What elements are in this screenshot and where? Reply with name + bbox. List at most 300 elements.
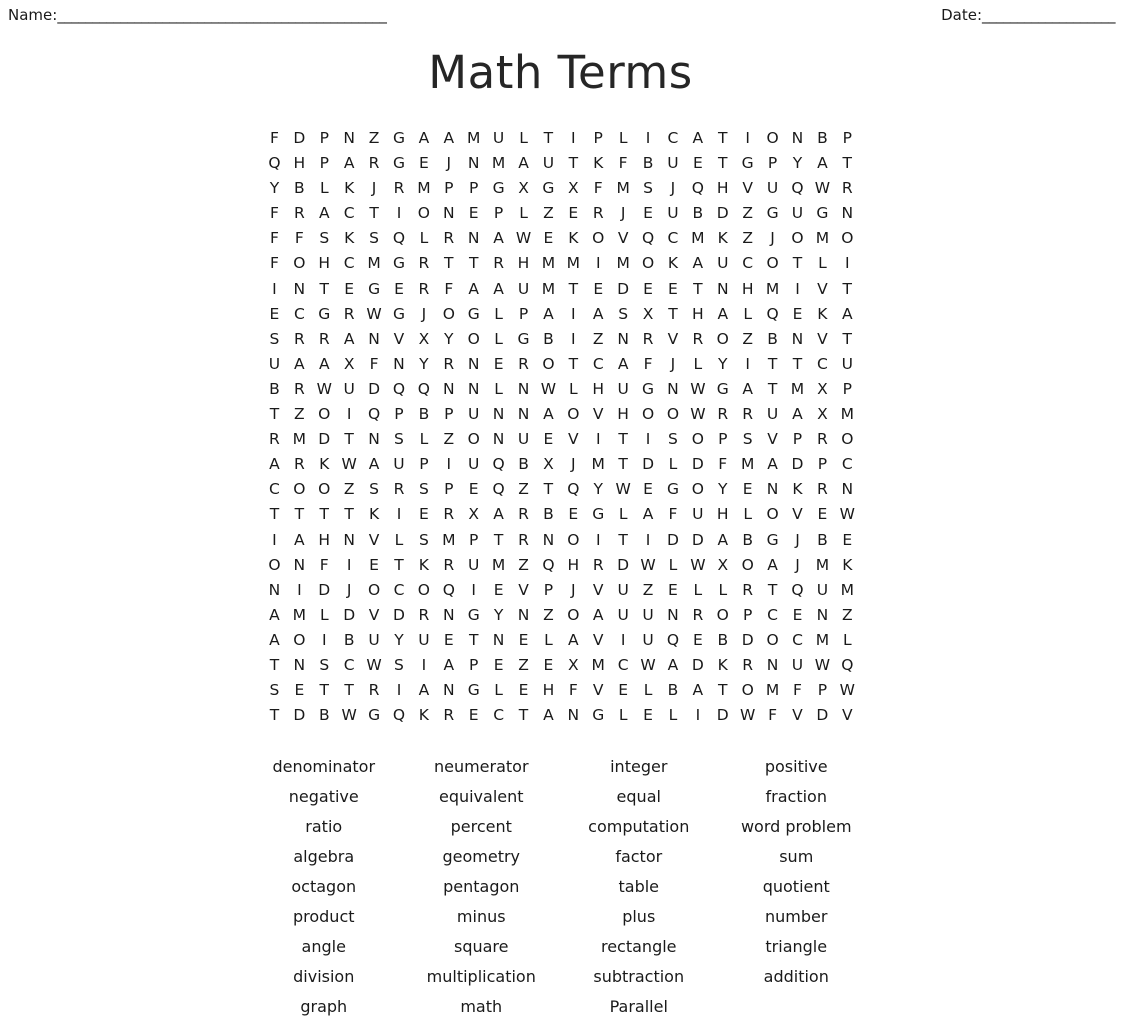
grid-cell[interactable]: A bbox=[443, 655, 455, 674]
grid-cell[interactable]: U bbox=[667, 204, 679, 223]
grid-cell[interactable]: M bbox=[541, 279, 556, 298]
grid-cell[interactable]: R bbox=[518, 530, 529, 549]
grid-cell[interactable]: E bbox=[643, 279, 653, 298]
grid-cell[interactable]: L bbox=[743, 505, 752, 524]
grid-cell[interactable]: G bbox=[392, 304, 405, 323]
grid-cell[interactable]: T bbox=[493, 530, 504, 549]
grid-cell[interactable]: B bbox=[642, 154, 654, 173]
grid-cell[interactable]: N bbox=[841, 480, 854, 499]
word-list-item[interactable]: math bbox=[460, 997, 503, 1016]
grid-cell[interactable]: S bbox=[269, 681, 280, 700]
grid-cell[interactable]: R bbox=[443, 706, 455, 725]
grid-cell[interactable]: Q bbox=[666, 630, 680, 649]
grid-cell[interactable]: M bbox=[442, 530, 456, 549]
grid-cell[interactable]: D bbox=[691, 530, 704, 549]
grid-cell[interactable]: O bbox=[592, 229, 605, 248]
grid-cell[interactable]: I bbox=[346, 405, 352, 424]
grid-cell[interactable]: I bbox=[595, 530, 601, 549]
grid-cell[interactable]: M bbox=[765, 681, 780, 700]
word-list-item[interactable]: word problem bbox=[740, 817, 852, 836]
grid-cell[interactable]: B bbox=[543, 505, 554, 524]
grid-cell[interactable]: P bbox=[842, 129, 852, 147]
grid-cell[interactable]: G bbox=[368, 706, 381, 725]
grid-cell[interactable]: B bbox=[717, 630, 729, 649]
grid-cell[interactable]: E bbox=[493, 580, 504, 599]
grid-cell[interactable]: R bbox=[293, 455, 305, 474]
grid-cell[interactable]: L bbox=[494, 304, 503, 323]
grid-cell[interactable]: G bbox=[492, 179, 505, 198]
grid-cell[interactable]: L bbox=[419, 229, 429, 248]
grid-cell[interactable]: P bbox=[792, 430, 803, 449]
grid-cell[interactable]: N bbox=[716, 279, 729, 298]
grid-cell[interactable]: H bbox=[716, 505, 729, 524]
grid-cell[interactable]: L bbox=[618, 706, 628, 725]
grid-cell[interactable]: G bbox=[716, 379, 729, 398]
grid-cell[interactable]: V bbox=[667, 329, 679, 348]
grid-cell[interactable]: V bbox=[368, 530, 380, 549]
grid-cell[interactable]: T bbox=[269, 405, 280, 424]
grid-cell[interactable]: P bbox=[444, 405, 454, 424]
grid-cell[interactable]: R bbox=[443, 505, 455, 524]
grid-cell[interactable]: I bbox=[272, 279, 277, 298]
grid-cell[interactable]: O bbox=[417, 580, 430, 599]
grid-cell[interactable]: R bbox=[692, 329, 704, 348]
grid-cell[interactable]: Q bbox=[766, 304, 779, 323]
grid-cell[interactable]: T bbox=[568, 279, 579, 298]
grid-cell[interactable]: A bbox=[493, 505, 504, 524]
grid-cell[interactable]: M bbox=[367, 254, 381, 273]
grid-cell[interactable]: R bbox=[368, 681, 380, 700]
grid-cell[interactable]: X bbox=[518, 179, 529, 198]
grid-cell[interactable]: U bbox=[791, 655, 804, 674]
grid-cell[interactable]: L bbox=[842, 630, 852, 649]
grid-cell[interactable]: Q bbox=[791, 580, 804, 599]
grid-cell[interactable]: E bbox=[468, 480, 479, 499]
grid-cell[interactable]: D bbox=[368, 379, 381, 398]
word-list-item[interactable]: algebra bbox=[293, 847, 355, 866]
grid-cell[interactable]: E bbox=[418, 505, 429, 524]
grid-cell[interactable]: U bbox=[791, 204, 804, 223]
grid-cell[interactable]: B bbox=[543, 329, 554, 348]
grid-cell[interactable]: I bbox=[595, 430, 601, 449]
grid-cell[interactable]: Z bbox=[518, 655, 529, 674]
grid-cell[interactable]: O bbox=[567, 405, 580, 424]
grid-cell[interactable]: N bbox=[293, 655, 306, 674]
grid-cell[interactable]: P bbox=[767, 154, 778, 173]
grid-cell[interactable]: D bbox=[642, 455, 654, 474]
grid-cell[interactable]: F bbox=[643, 354, 653, 373]
grid-cell[interactable]: E bbox=[668, 580, 678, 599]
grid-cell[interactable]: S bbox=[369, 229, 379, 248]
grid-cell[interactable]: A bbox=[418, 681, 430, 700]
grid-cell[interactable]: R bbox=[493, 254, 504, 273]
grid-cell[interactable]: W bbox=[839, 681, 855, 700]
grid-cell[interactable]: U bbox=[766, 405, 779, 424]
grid-cell[interactable]: X bbox=[568, 179, 579, 198]
grid-cell[interactable]: G bbox=[766, 204, 779, 223]
grid-cell[interactable]: W bbox=[814, 179, 831, 198]
grid-cell[interactable]: O bbox=[766, 630, 779, 649]
grid-cell[interactable]: E bbox=[543, 655, 554, 674]
grid-cell[interactable]: R bbox=[443, 555, 455, 574]
grid-cell[interactable]: R bbox=[642, 329, 654, 348]
grid-cell[interactable]: W bbox=[640, 655, 656, 674]
grid-cell[interactable]: N bbox=[343, 129, 355, 147]
grid-cell[interactable]: C bbox=[592, 354, 604, 373]
grid-cell[interactable]: T bbox=[444, 254, 454, 273]
grid-cell[interactable]: P bbox=[319, 154, 329, 173]
grid-cell[interactable]: Z bbox=[742, 204, 753, 223]
grid-cell[interactable]: G bbox=[392, 154, 405, 173]
grid-cell[interactable]: D bbox=[393, 605, 405, 624]
grid-cell[interactable]: X bbox=[568, 655, 579, 674]
grid-cell[interactable]: T bbox=[568, 154, 579, 173]
grid-cell[interactable]: K bbox=[792, 480, 803, 499]
grid-cell[interactable]: A bbox=[269, 455, 280, 474]
grid-cell[interactable]: Z bbox=[742, 329, 753, 348]
grid-cell[interactable]: X bbox=[418, 329, 430, 348]
grid-cell[interactable]: U bbox=[717, 254, 729, 273]
grid-cell[interactable]: O bbox=[417, 204, 430, 223]
grid-cell[interactable]: E bbox=[692, 630, 703, 649]
grid-cell[interactable]: T bbox=[718, 129, 728, 147]
grid-cell[interactable]: W bbox=[366, 655, 382, 674]
grid-cell[interactable]: X bbox=[717, 555, 729, 574]
grid-cell[interactable]: T bbox=[693, 279, 703, 298]
grid-cell[interactable]: R bbox=[841, 179, 853, 198]
word-list-item[interactable]: addition bbox=[763, 967, 829, 986]
grid-cell[interactable]: Q bbox=[442, 580, 455, 599]
grid-cell[interactable]: E bbox=[543, 229, 554, 248]
grid-cell[interactable]: N bbox=[467, 379, 480, 398]
grid-cell[interactable]: T bbox=[319, 681, 329, 700]
grid-cell[interactable]: V bbox=[393, 329, 405, 348]
grid-cell[interactable]: W bbox=[341, 706, 357, 725]
grid-cell[interactable]: O bbox=[542, 354, 555, 373]
grid-cell[interactable]: M bbox=[491, 555, 506, 574]
grid-cell[interactable]: L bbox=[494, 329, 503, 348]
grid-cell[interactable]: A bbox=[692, 681, 704, 700]
grid-cell[interactable]: S bbox=[418, 480, 429, 499]
grid-cell[interactable]: X bbox=[642, 304, 654, 323]
word-list-item[interactable]: plus bbox=[622, 907, 656, 926]
grid-cell[interactable]: N bbox=[542, 530, 555, 549]
grid-cell[interactable]: U bbox=[617, 580, 629, 599]
word-search-grid[interactable] bbox=[262, 126, 860, 728]
grid-cell[interactable]: C bbox=[792, 630, 803, 649]
word-list-item[interactable]: division bbox=[293, 967, 355, 986]
grid-cell[interactable]: K bbox=[418, 706, 429, 725]
grid-cell[interactable]: G bbox=[392, 254, 405, 273]
grid-cell[interactable]: A bbox=[368, 455, 380, 474]
grid-cell[interactable]: Y bbox=[394, 630, 404, 649]
grid-cell[interactable]: K bbox=[842, 555, 853, 574]
grid-cell[interactable]: J bbox=[571, 580, 576, 599]
grid-cell[interactable]: U bbox=[617, 379, 629, 398]
grid-cell[interactable]: N bbox=[617, 329, 629, 348]
grid-cell[interactable]: Q bbox=[542, 555, 555, 574]
grid-cell[interactable]: O bbox=[293, 630, 306, 649]
grid-cell[interactable]: I bbox=[571, 329, 576, 348]
grid-cell[interactable]: E bbox=[518, 630, 529, 649]
grid-cell[interactable]: M bbox=[292, 430, 307, 449]
word-list-item[interactable]: minus bbox=[456, 907, 506, 926]
grid-cell[interactable]: I bbox=[571, 304, 576, 323]
grid-cell[interactable]: G bbox=[368, 279, 381, 298]
grid-cell[interactable]: A bbox=[269, 630, 280, 649]
grid-cell[interactable]: V bbox=[817, 279, 828, 298]
grid-cell[interactable]: Q bbox=[367, 405, 381, 424]
grid-cell[interactable]: T bbox=[468, 630, 479, 649]
grid-cell[interactable]: A bbox=[294, 354, 305, 373]
grid-cell[interactable]: C bbox=[617, 655, 629, 674]
grid-cell[interactable]: U bbox=[617, 605, 629, 624]
grid-cell[interactable]: L bbox=[319, 179, 329, 198]
grid-cell[interactable]: N bbox=[667, 605, 679, 624]
grid-cell[interactable]: O bbox=[841, 430, 854, 449]
grid-cell[interactable]: V bbox=[368, 605, 380, 624]
grid-cell[interactable]: P bbox=[444, 480, 454, 499]
word-list-item[interactable]: multiplication bbox=[426, 967, 536, 986]
grid-cell[interactable]: E bbox=[468, 706, 479, 725]
grid-cell[interactable]: A bbox=[543, 304, 554, 323]
grid-cell[interactable]: N bbox=[442, 379, 455, 398]
grid-cell[interactable]: T bbox=[718, 154, 728, 173]
grid-cell[interactable]: M bbox=[616, 254, 630, 273]
grid-cell[interactable]: T bbox=[394, 555, 404, 574]
grid-cell[interactable]: W bbox=[366, 304, 382, 323]
grid-cell[interactable]: D bbox=[816, 706, 829, 725]
grid-cell[interactable]: K bbox=[368, 505, 380, 524]
grid-cell[interactable]: G bbox=[816, 204, 829, 223]
word-list-item[interactable]: graph bbox=[300, 997, 348, 1016]
grid-cell[interactable]: L bbox=[668, 455, 678, 474]
grid-cell[interactable]: O bbox=[318, 480, 331, 499]
word-list-item[interactable]: negative bbox=[288, 787, 359, 806]
grid-cell[interactable]: E bbox=[593, 279, 604, 298]
grid-cell[interactable]: E bbox=[792, 605, 803, 624]
grid-cell[interactable]: M bbox=[417, 179, 431, 198]
grid-cell[interactable]: N bbox=[517, 379, 530, 398]
grid-cell[interactable]: L bbox=[668, 706, 678, 725]
grid-cell[interactable]: S bbox=[742, 430, 753, 449]
grid-cell[interactable]: H bbox=[567, 555, 580, 574]
grid-cell[interactable]: Z bbox=[368, 129, 380, 147]
grid-cell[interactable]: A bbox=[518, 154, 529, 173]
grid-cell[interactable]: R bbox=[293, 204, 305, 223]
grid-cell[interactable]: O bbox=[691, 480, 704, 499]
grid-cell[interactable]: Y bbox=[419, 354, 429, 373]
grid-cell[interactable]: H bbox=[716, 179, 729, 198]
grid-cell[interactable]: T bbox=[294, 505, 305, 524]
grid-cell[interactable]: A bbox=[418, 129, 430, 147]
grid-cell[interactable]: R bbox=[443, 354, 455, 373]
grid-cell[interactable]: B bbox=[269, 379, 280, 398]
grid-cell[interactable]: R bbox=[692, 605, 704, 624]
grid-cell[interactable]: Q bbox=[417, 379, 430, 398]
grid-cell[interactable]: U bbox=[368, 630, 380, 649]
grid-cell[interactable]: A bbox=[543, 706, 554, 725]
grid-cell[interactable]: I bbox=[571, 129, 576, 147]
grid-cell[interactable]: M bbox=[591, 655, 605, 674]
grid-cell[interactable]: T bbox=[767, 379, 778, 398]
grid-cell[interactable]: T bbox=[618, 530, 628, 549]
grid-cell[interactable]: Q bbox=[641, 229, 655, 248]
word-list-item[interactable]: factor bbox=[615, 847, 663, 866]
grid-cell[interactable]: S bbox=[394, 430, 404, 449]
grid-cell[interactable]: T bbox=[269, 706, 280, 725]
grid-cell[interactable]: X bbox=[817, 405, 828, 424]
grid-cell[interactable]: L bbox=[494, 379, 503, 398]
grid-cell[interactable]: J bbox=[346, 580, 352, 599]
grid-cell[interactable]: W bbox=[515, 229, 532, 248]
grid-cell[interactable]: G bbox=[318, 304, 331, 323]
grid-cell[interactable]: O bbox=[791, 229, 804, 248]
grid-cell[interactable]: V bbox=[767, 430, 778, 449]
word-list-item[interactable]: positive bbox=[764, 757, 828, 776]
grid-cell[interactable]: V bbox=[841, 706, 853, 725]
grid-cell[interactable]: M bbox=[591, 455, 605, 474]
grid-cell[interactable]: E bbox=[568, 204, 579, 223]
grid-cell[interactable]: A bbox=[667, 655, 679, 674]
grid-cell[interactable]: N bbox=[492, 430, 505, 449]
grid-cell[interactable]: X bbox=[343, 354, 355, 373]
grid-cell[interactable]: Y bbox=[718, 354, 728, 373]
grid-cell[interactable]: S bbox=[668, 430, 678, 449]
grid-cell[interactable]: U bbox=[841, 354, 853, 373]
grid-cell[interactable]: L bbox=[693, 580, 703, 599]
grid-cell[interactable]: A bbox=[318, 354, 330, 373]
grid-cell[interactable]: O bbox=[567, 530, 580, 549]
grid-cell[interactable]: I bbox=[321, 630, 327, 649]
word-list-item[interactable]: fraction bbox=[765, 787, 827, 806]
word-list-item[interactable]: product bbox=[292, 907, 355, 926]
grid-cell[interactable]: L bbox=[668, 555, 678, 574]
grid-cell[interactable]: C bbox=[841, 455, 853, 474]
grid-cell[interactable]: E bbox=[493, 655, 504, 674]
date-blank-line[interactable]: ___________________ bbox=[982, 6, 1115, 24]
grid-cell[interactable]: L bbox=[519, 129, 528, 147]
grid-cell[interactable]: I bbox=[645, 530, 651, 549]
grid-cell[interactable]: Z bbox=[518, 480, 529, 499]
grid-cell[interactable]: O bbox=[766, 129, 779, 147]
grid-cell[interactable]: O bbox=[367, 580, 381, 599]
grid-cell[interactable]: P bbox=[419, 455, 429, 474]
grid-cell[interactable]: P bbox=[394, 405, 404, 424]
grid-cell[interactable]: D bbox=[741, 630, 754, 649]
grid-cell[interactable]: B bbox=[742, 530, 753, 549]
grid-cell[interactable]: W bbox=[341, 455, 357, 474]
word-list-item[interactable]: geometry bbox=[442, 847, 521, 866]
grid-cell[interactable]: L bbox=[394, 530, 404, 549]
grid-cell[interactable]: H bbox=[592, 379, 605, 398]
grid-cell[interactable]: A bbox=[568, 630, 579, 649]
grid-cell[interactable]: P bbox=[817, 455, 828, 474]
grid-cell[interactable]: V bbox=[817, 329, 828, 348]
grid-cell[interactable]: A bbox=[841, 304, 853, 323]
grid-cell[interactable]: I bbox=[795, 279, 800, 298]
grid-cell[interactable]: L bbox=[494, 681, 503, 700]
grid-cell[interactable]: Q bbox=[492, 480, 505, 499]
grid-cell[interactable]: R bbox=[816, 430, 828, 449]
grid-cell[interactable]: S bbox=[319, 229, 330, 248]
word-list-item[interactable]: table bbox=[618, 877, 660, 896]
grid-cell[interactable]: J bbox=[795, 555, 800, 574]
grid-cell[interactable]: H bbox=[293, 154, 306, 173]
word-list-item[interactable]: square bbox=[453, 937, 509, 956]
grid-cell[interactable]: S bbox=[418, 530, 429, 549]
grid-cell[interactable]: N bbox=[368, 329, 380, 348]
grid-cell[interactable]: L bbox=[643, 681, 653, 700]
grid-cell[interactable]: O bbox=[318, 405, 331, 424]
grid-cell[interactable]: Z bbox=[742, 229, 753, 248]
grid-cell[interactable]: U bbox=[642, 630, 654, 649]
grid-cell[interactable]: A bbox=[642, 505, 654, 524]
word-list-item[interactable]: integer bbox=[610, 757, 668, 776]
grid-cell[interactable]: P bbox=[469, 530, 479, 549]
grid-cell[interactable]: O bbox=[716, 329, 729, 348]
grid-cell[interactable]: T bbox=[344, 430, 354, 449]
grid-cell[interactable]: O bbox=[741, 681, 754, 700]
grid-cell[interactable]: Z bbox=[294, 405, 305, 424]
grid-cell[interactable]: T bbox=[369, 204, 379, 223]
grid-cell[interactable]: L bbox=[618, 505, 628, 524]
grid-cell[interactable]: I bbox=[645, 430, 651, 449]
grid-cell[interactable]: V bbox=[592, 681, 604, 700]
grid-cell[interactable]: D bbox=[691, 455, 704, 474]
grid-cell[interactable]: N bbox=[368, 430, 380, 449]
grid-cell[interactable]: B bbox=[817, 129, 828, 147]
grid-cell[interactable]: W bbox=[540, 379, 557, 398]
grid-cell[interactable]: K bbox=[667, 254, 679, 273]
grid-cell[interactable]: R bbox=[742, 580, 754, 599]
grid-cell[interactable]: H bbox=[517, 254, 530, 273]
grid-cell[interactable]: F bbox=[369, 354, 379, 373]
grid-cell[interactable]: G bbox=[592, 505, 605, 524]
grid-cell[interactable]: R bbox=[269, 430, 280, 449]
grid-cell[interactable]: C bbox=[667, 129, 679, 147]
word-list-item[interactable]: rectangle bbox=[600, 937, 677, 956]
grid-cell[interactable]: V bbox=[792, 505, 803, 524]
grid-cell[interactable]: F bbox=[718, 455, 728, 474]
grid-cell[interactable]: U bbox=[667, 154, 679, 173]
grid-cell[interactable]: R bbox=[518, 505, 529, 524]
grid-cell[interactable]: M bbox=[815, 630, 830, 649]
grid-cell[interactable]: A bbox=[792, 405, 803, 424]
word-list-item[interactable]: angle bbox=[301, 937, 346, 956]
grid-cell[interactable]: L bbox=[419, 430, 429, 449]
grid-cell[interactable]: I bbox=[595, 254, 601, 273]
grid-cell[interactable]: E bbox=[742, 480, 753, 499]
grid-cell[interactable]: W bbox=[839, 505, 855, 524]
grid-cell[interactable]: M bbox=[790, 379, 805, 398]
word-list-item[interactable]: sum bbox=[779, 847, 814, 866]
grid-cell[interactable]: F bbox=[593, 179, 603, 198]
grid-cell[interactable]: R bbox=[293, 329, 305, 348]
grid-cell[interactable]: R bbox=[443, 229, 455, 248]
grid-cell[interactable]: R bbox=[293, 379, 305, 398]
grid-cell[interactable]: C bbox=[667, 229, 679, 248]
grid-cell[interactable]: H bbox=[741, 279, 754, 298]
grid-cell[interactable]: U bbox=[766, 179, 779, 198]
grid-cell[interactable]: M bbox=[292, 605, 307, 624]
grid-cell[interactable]: T bbox=[842, 329, 853, 348]
word-list-item[interactable]: quotient bbox=[762, 877, 830, 896]
grid-cell[interactable]: V bbox=[742, 179, 753, 198]
grid-cell[interactable]: U bbox=[542, 154, 555, 173]
grid-cell[interactable]: C bbox=[742, 254, 754, 273]
grid-cell[interactable]: P bbox=[543, 580, 554, 599]
